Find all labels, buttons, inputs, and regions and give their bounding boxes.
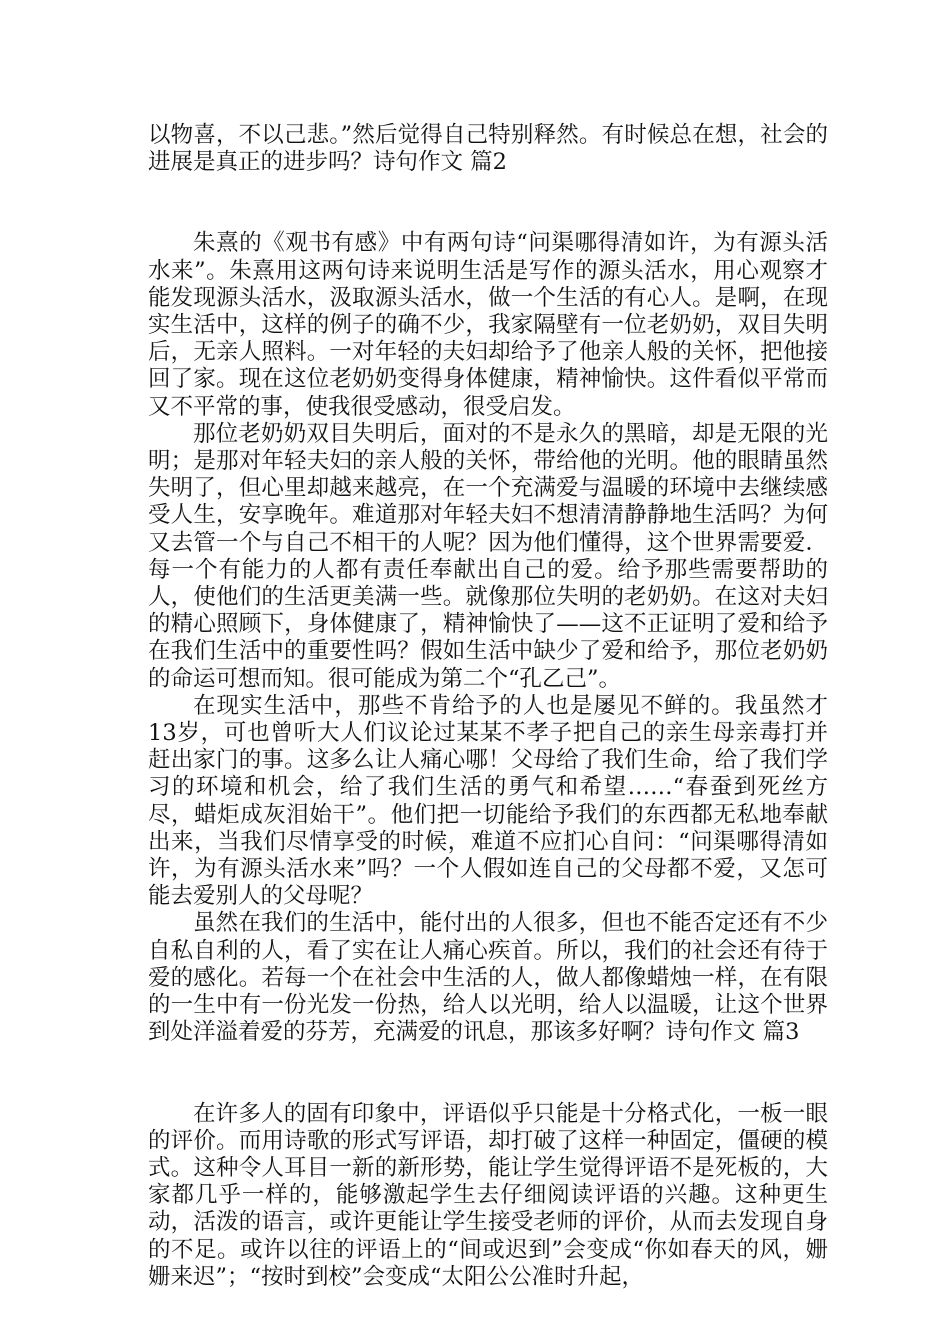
paragraph-continuation: 以物喜，不以己悲。”然后觉得自己特别释然。有时候总在想，社会的进展是真正的进步吗？诗句作文 篇2 — [148, 122, 828, 176]
section-gap — [148, 176, 828, 230]
paragraph: 那位老奶奶双目失明后，面对的不是永久的黑暗，却是无限的光明；是那对年轻夫妇的亲人般的关怀，带给他的光明。他的眼睛虽然失明了，但心里却越来越亮，在一个充满爱与温暖的环境中去继续感受人生，安享晚年。难道那对年轻夫妇不想清清静静地生活吗？为何又去管一个与自己不相干的人呢？因为他们懂得，这个世界需要爱．每一个有能力的人都有责任奉献出自己的爱。给予那些需要帮助的人，使他们的生活更美满一些。就像那位失明的老奶奶。在这对夫妇的精心照顾下，身体健康了，精神愉快了——这不正证明了爱和给予在我们生活中的重要性吗？假如生活中缺少了爱和给予，那位老奶奶的命运可想而知。很可能成为第二个“孔乙己”。 — [148, 420, 828, 692]
paragraph: 在现实生活中，那些不肯给予的人也是屡见不鲜的。我虽然才13岁，可也曾听大人们议论过某某不孝子把自己的亲生母亲毒打并赶出家门的事。这多么让人痛心哪！父母给了我们生命，给了我们学习的环境和机会，给了我们生活的勇气和希望……“春蚕到死丝方尽，蜡炬成灰泪始干”。他们把一切能给予我们的东西都无私地奉献出来，当我们尽情享受的时候，难道不应扪心自问：“问渠哪得清如许，为有源头活水来”吗？一个人假如连自己的父母都不爱，又怎可能去爱别人的父母呢？ — [148, 692, 828, 910]
paragraph: 在许多人的固有印象中，评语似乎只能是十分格式化，一板一眼的评价。而用诗歌的形式写评语，却打破了这样一种固定，僵硬的模式。这种令人耳目一新的新形势，能让学生觉得评语不是死板的，大家都几乎一样的，能够激起学生去仔细阅读评语的兴趣。这种更生动，活泼的语言，或许更能让学生接受老师的评价，从而去发现自身的不足。或许以往的评语上的“间或迟到”会变成“你如春天的风，姗姗来迟”；“按时到校”会变成“太阳公公准时升起， — [148, 1100, 828, 1290]
document-body — [148, 122, 828, 1291]
paragraph: 虽然在我们的生活中，能付出的人很多，但也不能否定还有不少自私自利的人，看了实在让人痛心疾首。所以，我们的社会还有待于爱的感化。若每一个在社会中生活的人，做人都像蜡烛一样，在有限的一生中有一份光发一份热，给人以光明，给人以温暖，让这个世界到处洋溢着爱的芬芳，充满爱的讯息，那该多好啊？诗句作文 篇3 — [148, 910, 828, 1046]
section-gap — [148, 1047, 828, 1101]
paragraph: 朱熹的《观书有感》中有两句诗“问渠哪得清如许，为有源头活水来”。朱熹用这两句诗来说明生活是写作的源头活水，用心观察才能发现源头活水，汲取源头活水，做一个生活的有心人。是啊，在现实生活中，这样的例子的确不少，我家隔壁有一位老奶奶，双目失明后，无亲人照料。一对年轻的夫妇却给予了他亲人般的关怀，把他接回了家。现在这位老奶奶变得身体健康，精神愉快。这件看似平常而又不平常的事，使我很受感动，很受启发。 — [148, 230, 828, 420]
